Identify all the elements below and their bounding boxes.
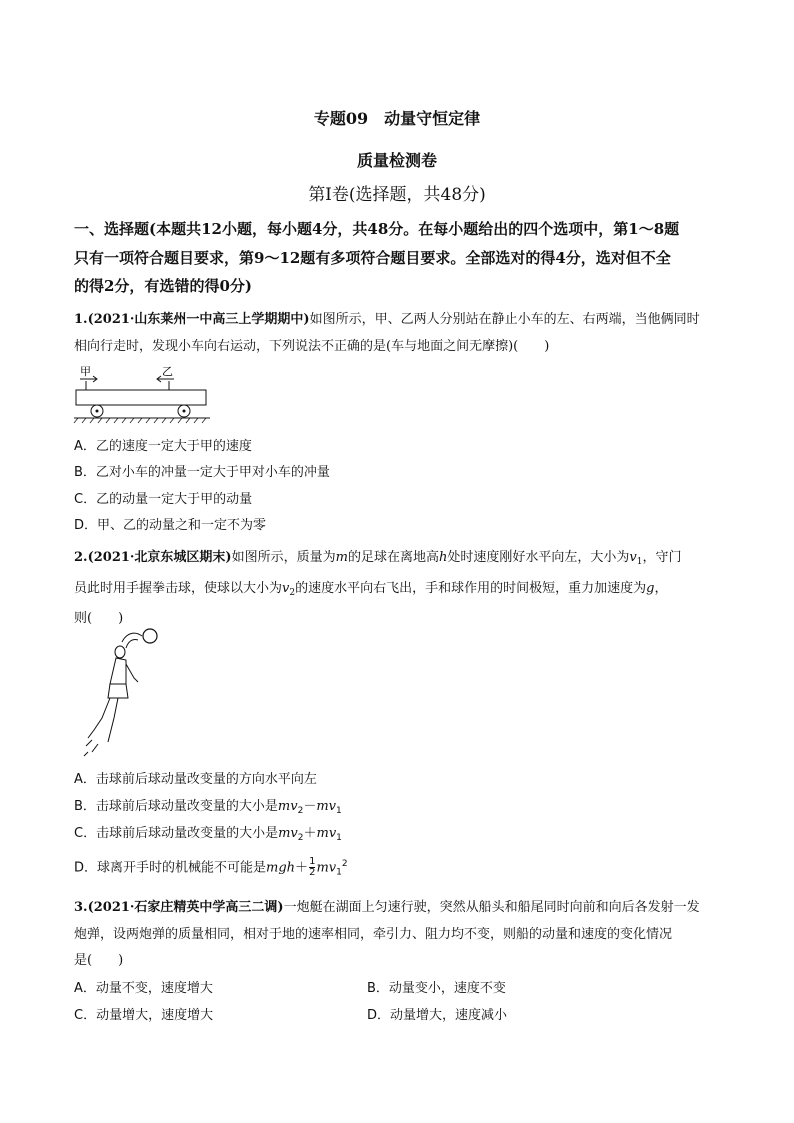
var-m: m [335, 550, 348, 565]
option-text: C．击球前后球动量改变量的大小是 [74, 826, 279, 841]
var-h: h [438, 550, 448, 565]
q2-option-a: A．击球前后球动量改变量的方向水平向左 [74, 772, 317, 787]
ground-hatch-icon [74, 418, 206, 423]
var-v: v [629, 550, 637, 565]
question-1-line: 相向行走时，发现小车向右运动，下列说法不正确的是(车与地面之间无摩擦)( ) [74, 338, 550, 354]
question-text: 员此时用手握拳击球，使球以大小为 [74, 580, 283, 596]
q2-option-d [74, 854, 348, 882]
q3-option-c: C．动量增大，速度增大 [74, 1008, 214, 1023]
question-2-line: 则( ) [74, 611, 124, 626]
figure-label-jia: 甲 [80, 365, 91, 378]
var-g: g [646, 580, 655, 596]
fraction-denominator: 2 [309, 867, 316, 879]
expr-mv: mv [316, 860, 337, 876]
question-source: (2021·山东莱州一中高三上学期期中) [87, 312, 310, 327]
q1-option-c: C．乙的动量一定大于甲的动量 [74, 492, 253, 507]
subscript: 1 [336, 867, 342, 878]
figure-label-yi: 乙 [162, 365, 173, 378]
question-1 [74, 307, 724, 360]
question-number: 3. [74, 900, 88, 915]
goalkeeper-figure [82, 626, 172, 758]
question-2-line [74, 576, 724, 607]
question-text: ， [654, 580, 668, 596]
minus-sign: － [303, 799, 317, 814]
part-heading: 第Ⅰ卷(选择题，共48分) [308, 185, 486, 205]
section-instructions [74, 215, 724, 301]
plus-sign: ＋ [303, 826, 317, 841]
q3-option-a: A．动量不变，速度增大 [74, 981, 213, 996]
q3-option-b: B．动量变小，速度不变 [367, 981, 506, 996]
var-v: v [282, 580, 290, 596]
q2-option-b [74, 797, 342, 821]
plus-sign: ＋ [295, 860, 309, 876]
question-number: 2. [74, 550, 88, 565]
expr-mv: mv [316, 826, 337, 841]
question-3-line: 是( ) [74, 953, 124, 968]
fraction-half [309, 857, 315, 878]
question-text: 的速度水平向右飞出，手和球作用的时间极短，重力加速度为 [295, 580, 647, 596]
q1-option-b: B．乙对小车的冲量一定大于甲对小车的冲量 [74, 465, 330, 480]
subscript: 2 [297, 806, 304, 816]
expr-mv: mv [278, 826, 298, 841]
expr-mv: mv [277, 799, 298, 814]
subscript: 2 [297, 833, 304, 843]
section-line: 的得2分，有选错的得0分) [74, 277, 252, 295]
subscript: 2 [289, 587, 296, 598]
q3-option-d: D．动量增大，速度减小 [367, 1008, 508, 1023]
question-1-line [74, 307, 724, 334]
superscript: 2 [341, 859, 348, 869]
question-number: 1. [74, 312, 88, 327]
fraction-numerator: 1 [309, 856, 316, 868]
question-3 [74, 895, 724, 975]
option-text: D．球离开手时的机械能不可能是 [74, 860, 267, 876]
question-source: (2021·石家庄精英中学高三二调) [87, 900, 284, 915]
question-source: (2021·北京东城区期末) [87, 550, 232, 565]
wheel-hub-icon [183, 410, 186, 413]
page-title: 专题09 动量守恒定律 [313, 109, 481, 128]
question-text: ，守门 [642, 550, 682, 565]
question-2 [74, 545, 724, 633]
ball-icon [143, 629, 157, 643]
expr-mv: mv [316, 799, 337, 814]
cart-figure [74, 362, 214, 424]
subscript: 1 [636, 557, 643, 567]
subscript: 1 [336, 806, 342, 816]
question-text: 如图所示，甲、乙两人分别站在静止小车的左、右两端，当他俩同时 [309, 312, 700, 327]
option-text: B．击球前后球动量改变量的大小是 [74, 799, 278, 814]
question-3-line: 炮弹，设两炮弹的质量相同，相对于地的速率相同，牵引力、阻力均不变，则船的动量和速度的变化情况 [74, 926, 673, 942]
wheel-hub-icon [96, 410, 99, 413]
section-line: 只有一项符合题目要求，第9～12题有多项符合题目要求。全部选对的得4分，选对但不全 [74, 248, 671, 267]
q1-option-d: D．甲、乙的动量之和一定不为零 [74, 518, 267, 533]
question-text: 的足球在离地高 [347, 550, 439, 565]
question-2-line [74, 545, 724, 576]
question-text: 如图所示，质量为 [231, 550, 336, 565]
question-3-line [74, 895, 724, 922]
section-line: 一、选择题(本题共12小题，每小题4分，共48分。在每小题给出的四个选项中，第1～8题 [74, 220, 680, 238]
q2-option-c [74, 824, 342, 848]
cart-body-icon [76, 390, 206, 405]
expr-mgh: mgh [266, 860, 296, 876]
q1-option-a: A．乙的速度一定大于甲的速度 [74, 439, 252, 454]
question-text: 一炮艇在湖面上匀速行驶，突然从船头和船尾同时向前和向后各发射一发 [283, 900, 700, 915]
question-text: 处时速度刚好水平向左，大小为 [447, 550, 630, 565]
page-subtitle: 质量检测卷 [356, 151, 437, 170]
subscript: 1 [336, 833, 342, 843]
goalkeeper-icon [84, 633, 142, 756]
